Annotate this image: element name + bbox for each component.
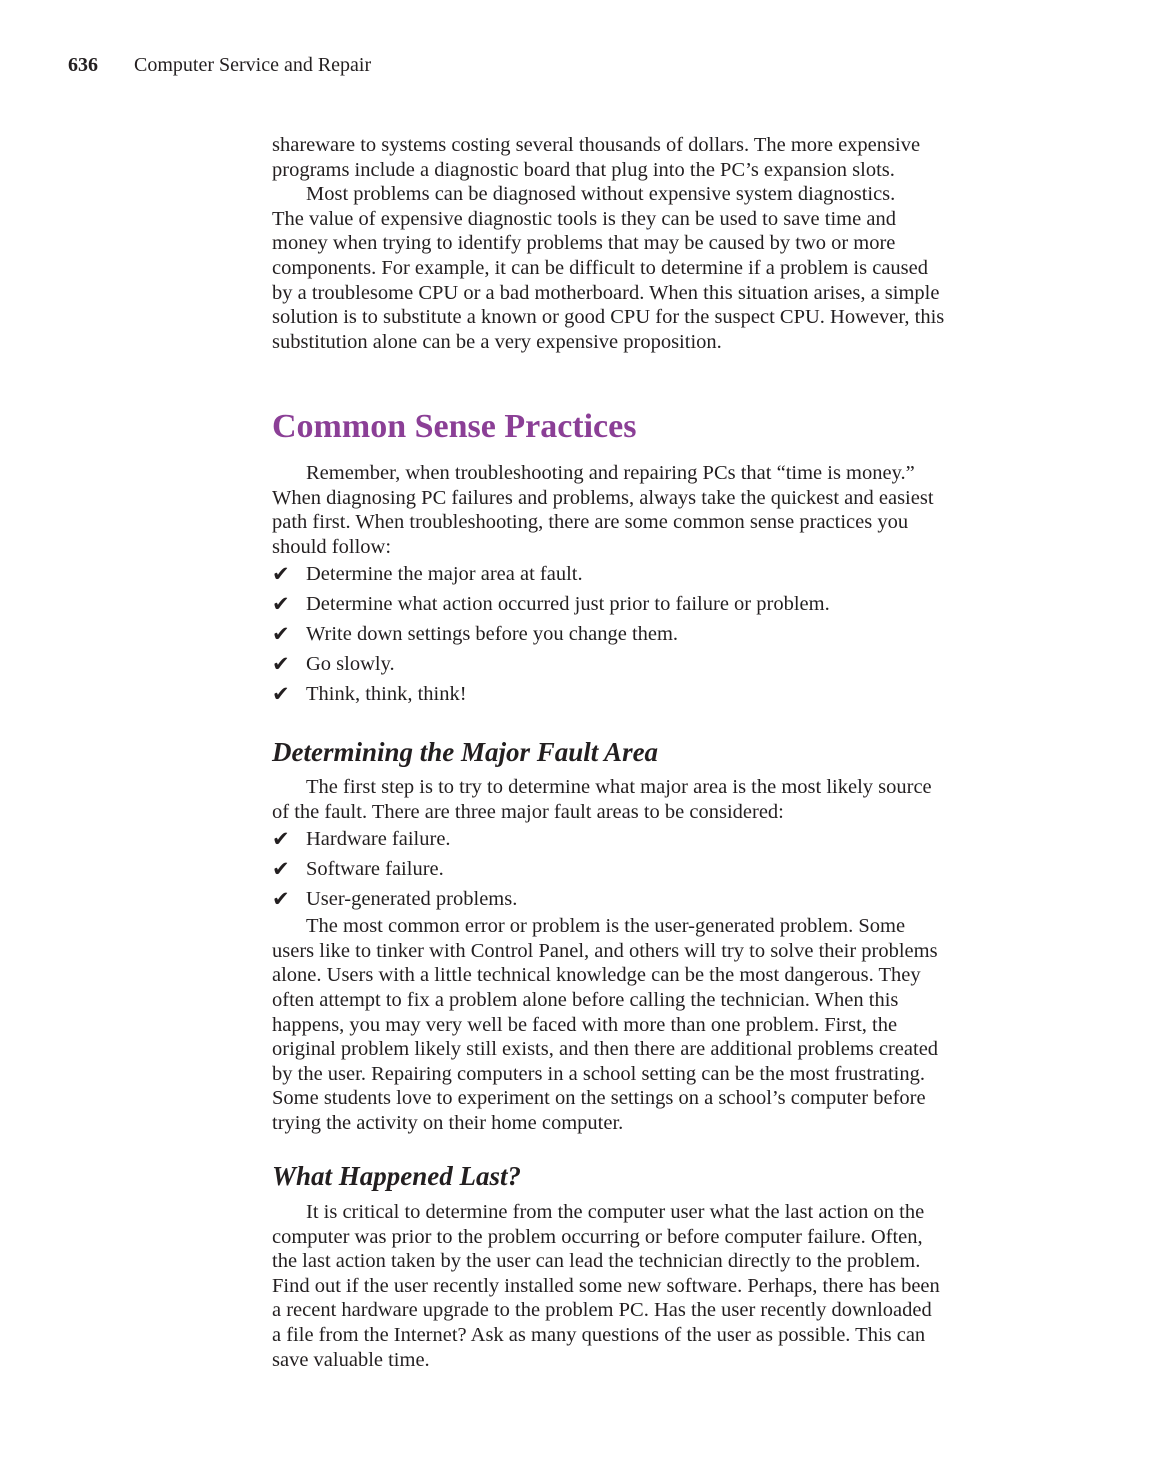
checkmark-icon: ✔ [272,887,290,912]
paragraph-line: The value of expensive diagnostic tools is they can be used to save time and [272,207,896,230]
intro-text [272,133,1032,354]
paragraph-line: original problem likely still exists, and then there are additional problems created [272,1038,939,1061]
checklist-item-text: Determine what action occurred just prior to failure or problem. [306,593,830,616]
checklist-item [272,619,1032,649]
checklist [272,559,1032,709]
subsection-heading: Determining the Major Fault Area [272,737,659,767]
paragraph-line: computer was prior to the problem occurring or before computer failure. Often, [272,1225,923,1248]
section-heading: Common Sense Practices [272,408,637,445]
checkmark-icon: ✔ [272,827,290,852]
paragraph-line: save valuable time. [272,1348,430,1371]
paragraph-line: a recent hardware upgrade to the problem PC. Has the user recently downloaded [272,1299,932,1322]
book-title: Computer Service and Repair [134,54,372,76]
checklist-item-text: Go slowly. [306,653,395,676]
paragraph-line: often attempt to fix a problem alone before calling the technician. When this [272,988,899,1011]
checklist-item [272,884,1032,914]
paragraph-line: alone. Users with a little technical knowledge can be the most dangerous. They [272,964,921,987]
checklist-item [272,559,1032,589]
checklist-item [272,824,1032,854]
checkmark-icon: ✔ [272,622,290,647]
page-number: 636 [68,54,98,76]
paragraph-line: of the fault. There are three major fault areas to be considered: [272,800,784,823]
checklist-item-text: Determine the major area at fault. [306,563,583,586]
paragraph-line: solution is to substitute a known or good CPU for the suspect CPU. However, this [272,306,945,329]
checklist [272,824,1032,914]
checklist-item-text: Hardware failure. [306,828,451,851]
paragraph-line: programs include a diagnostic board that plug into the PC’s expansion slots. [272,158,895,181]
subsection-heading: What Happened Last? [272,1161,522,1191]
paragraph-line: shareware to systems costing several thousands of dollars. The more expensive [272,134,921,156]
paragraph-line: Some students love to experiment on the settings on a school’s computer before [272,1087,926,1110]
paragraph-line: Remember, when troubleshooting and repairing PCs that “time is money.” [306,462,915,484]
paragraph-line: substitution alone can be a very expensive proposition. [272,330,722,353]
paragraph-line: the last action taken by the user can lead the technician directly to the problem. [272,1250,921,1273]
checklist-item-text: Think, think, think! [306,683,467,706]
checkmark-icon: ✔ [272,857,290,882]
paragraph-line: by the user. Repairing computers in a school setting can be the most frustrating. [272,1062,926,1085]
paragraph-line: path first. When troubleshooting, there are some common sense practices you [272,511,909,534]
fault-area-body [272,775,1032,1136]
checklist-item-text: Software failure. [306,858,444,881]
checklist-item [272,854,1032,884]
paragraph-line: users like to tinker with Control Panel, and others will try to solve their problems [272,939,938,962]
paragraph-line: Find out if the user recently installed some new software. Perhaps, there has been [272,1274,940,1297]
paragraph-line: trying the activity on their home computer. [272,1111,624,1134]
checkmark-icon: ✔ [272,652,290,677]
common-sense-body [272,461,1032,709]
section-fault-area [272,736,1032,768]
paragraph-line: The first step is to try to determine what major area is the most likely source [306,776,932,798]
checkmark-icon: ✔ [272,682,290,707]
paragraph-line: components. For example, it can be difficult to determine if a problem is caused [272,256,928,279]
checklist-item-text: Write down settings before you change them. [306,623,679,646]
paragraph-line: should follow: [272,535,392,558]
checklist-item [272,649,1032,679]
checkmark-icon: ✔ [272,592,290,617]
paragraph-line: money when trying to identify problems that may be caused by two or more [272,232,896,255]
section-what-happened [272,1160,1032,1192]
paragraph-line: a file from the Internet? Ask as many questions of the user as possible. This can [272,1323,926,1346]
paragraph-line: happens, you may very well be faced with more than one problem. First, the [272,1013,898,1036]
checkmark-icon: ✔ [272,562,290,587]
paragraph-line: by a troublesome CPU or a bad motherboard. When this situation arises, a simple [272,281,940,304]
paragraph-line: The most common error or problem is the user-generated problem. Some [306,915,906,938]
checklist-item [272,589,1032,619]
paragraph-line: When diagnosing PC failures and problems, always take the quickest and easiest [272,486,934,509]
paragraph-line: It is critical to determine from the computer user what the last action on the [306,1201,925,1223]
section-common-sense [272,407,1032,447]
paragraph-line: Most problems can be diagnosed without expensive system diagnostics. [306,183,896,206]
checklist-item-text: User-generated problems. [306,888,518,911]
checklist-item [272,679,1032,709]
what-happened-body [272,1200,1032,1372]
running-head [68,53,371,77]
